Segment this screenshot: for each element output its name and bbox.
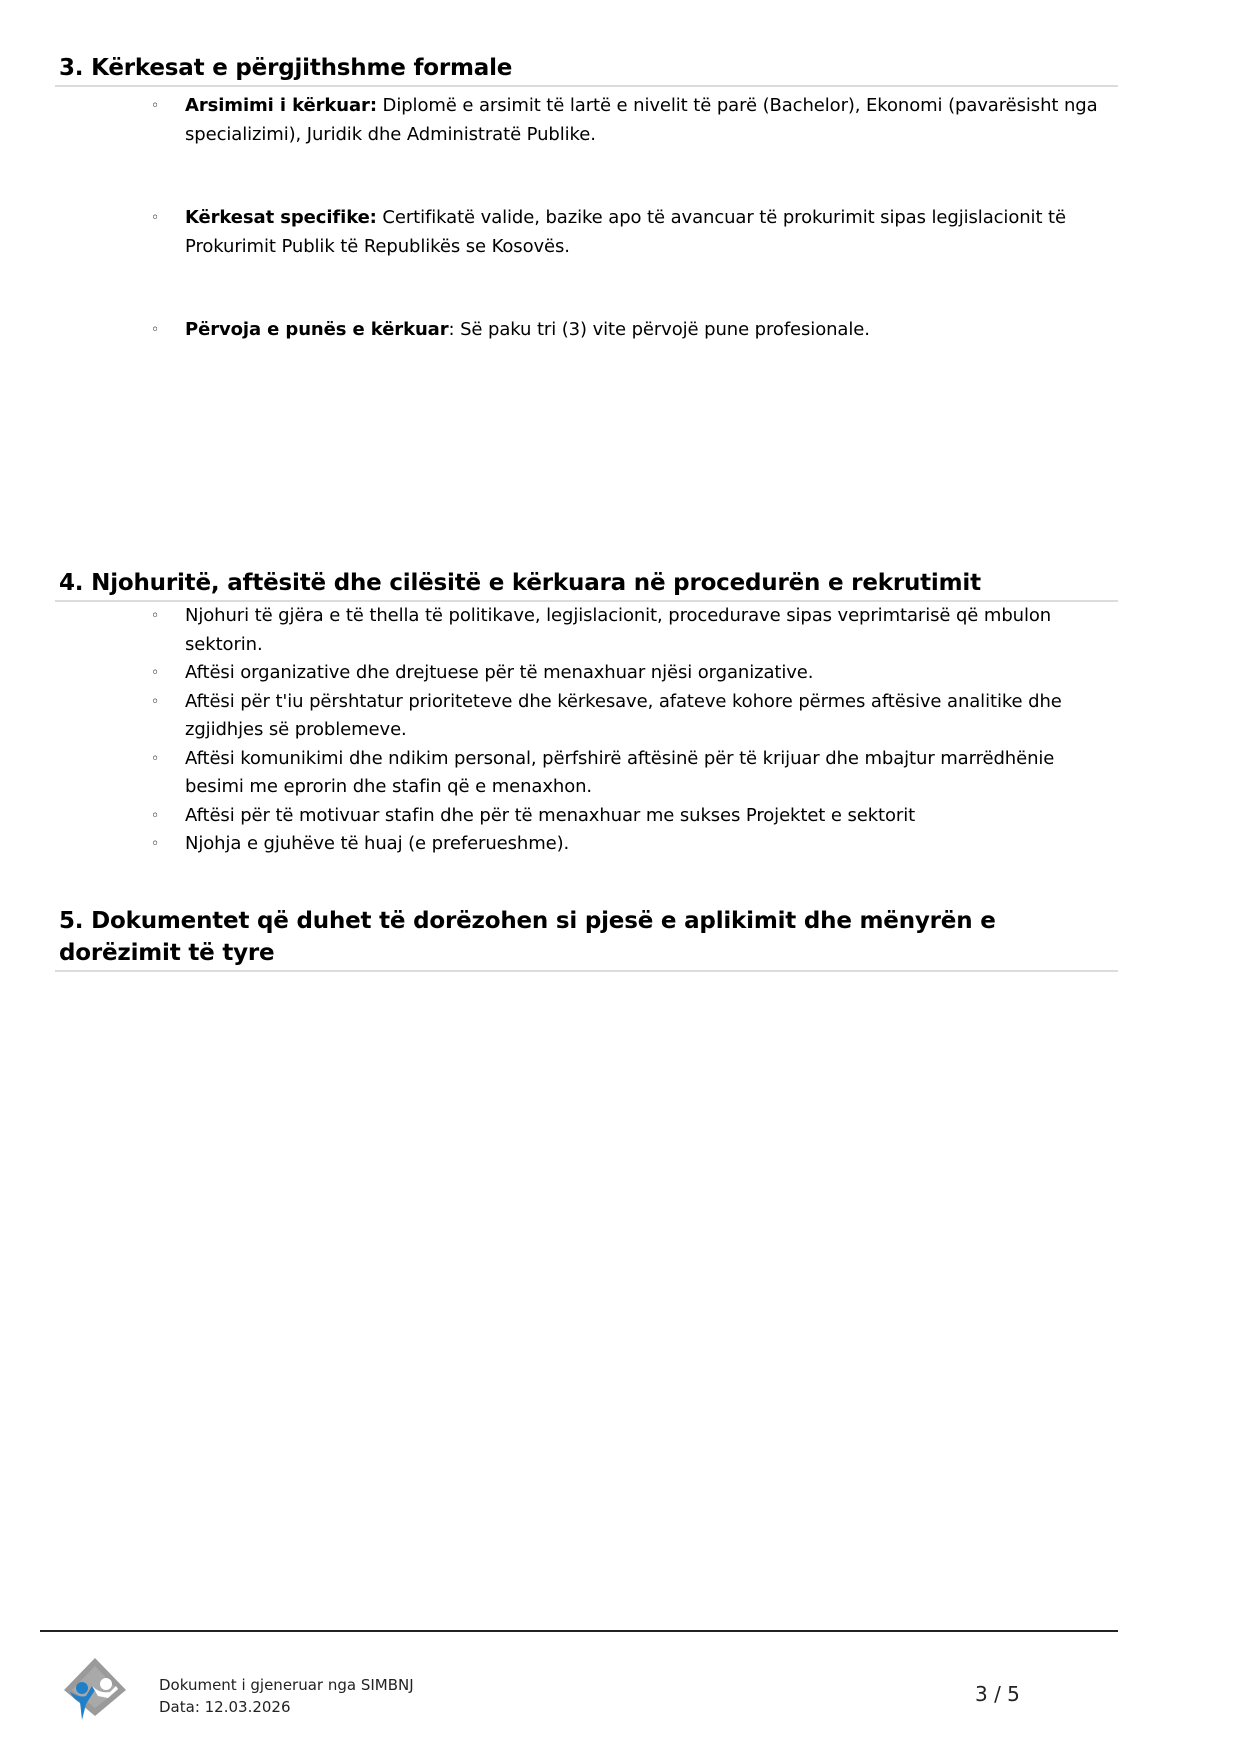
bullet-icon: ◦	[151, 807, 160, 824]
footer-divider	[40, 1630, 1118, 1632]
item-text: Diplomë e arsimit të lartë e nivelit të parë (Bachelor), Ekonomi (pavarësisht nga specializimi), Juridik dhe Administratë Publike.	[185, 95, 1098, 145]
item-label: Përvoja e punës e kërkuar	[185, 319, 449, 340]
section-title: 4. Njohuritë, aftësitë dhe cilësitë e kërkuara në procedurën e rekrutimit	[59, 570, 981, 596]
bullet-icon: ◦	[151, 693, 160, 710]
bullet-icon: ◦	[151, 98, 160, 114]
list-item	[55, 745, 1118, 802]
section-divider	[55, 970, 1118, 972]
document-date: Data: 12.03.2026	[159, 1698, 291, 1716]
bullet-icon: ◦	[151, 665, 160, 681]
section-title: 5. Dokumentet që duhet të dorëzohen si pjesë e aplikimit dhe mënyrën e dorëzimit të tyre	[59, 908, 996, 966]
list-item	[55, 830, 1118, 859]
footer-info	[159, 1674, 414, 1718]
section-knowledge-skills	[55, 567, 1118, 859]
item-text: Aftësi për të motivuar stafin dhe për të menaxhuar me sukses Projektet e sektorit	[185, 804, 916, 826]
section-title: 3. Kërkesat e përgjithshme formale	[59, 55, 513, 81]
generated-by-text: Dokument i gjeneruar nga SIMBNJ	[159, 1676, 414, 1694]
item-text: Certifikatë valide, bazike apo të avancuar të prokurimit sipas legjislacionit të Prokurimit Publik të Republikës se Kosovës.	[185, 207, 1066, 257]
simbnj-logo-icon	[62, 1656, 128, 1722]
bullet-icon: ◦	[151, 836, 160, 852]
bullet-icon: ◦	[151, 210, 160, 226]
requirements-list	[55, 92, 1118, 345]
list-item	[55, 92, 1118, 149]
section-general-requirements	[55, 52, 1118, 345]
bullet-icon: ◦	[151, 322, 160, 338]
list-item	[55, 802, 1118, 831]
item-label: Kërkesat specifike:	[185, 207, 377, 228]
section-divider	[55, 85, 1118, 87]
list-item	[55, 688, 1118, 745]
item-text: Aftësi organizative dhe drejtuese për të menaxhuar njësi organizative.	[185, 662, 814, 683]
skills-list	[55, 602, 1118, 859]
list-item	[55, 602, 1118, 659]
item-text: : Së paku tri (3) vite përvojë pune profesionale.	[448, 319, 870, 340]
list-item	[55, 316, 1118, 345]
bullet-icon: ◦	[151, 608, 160, 624]
item-text: Aftësi komunikimi dhe ndikim personal, përfshirë aftësinë për të krijuar dhe mbajtur marrëdhënie besimi me eprorin dhe stafin që e menaxhon.	[185, 747, 1055, 797]
bullet-icon: ◦	[151, 750, 160, 767]
list-item	[55, 659, 1118, 688]
section-documents	[55, 905, 1118, 972]
item-text: Njohuri të gjëra e të thella të politikave, legjislacionit, procedurave sipas veprimtarisë që mbulon sektorin.	[185, 605, 1052, 655]
item-label: Arsimimi i kërkuar:	[185, 95, 377, 116]
item-text: Aftësi për t'iu përshtatur prioriteteve dhe kërkesave, afateve kohore përmes aftësive analitike dhe zgjidhjes së problemeve.	[185, 690, 1062, 740]
page-number: 3 / 5	[975, 1682, 1020, 1706]
item-text: Njohja e gjuhëve të huaj (e preferueshme).	[185, 833, 570, 854]
list-item	[55, 204, 1118, 261]
